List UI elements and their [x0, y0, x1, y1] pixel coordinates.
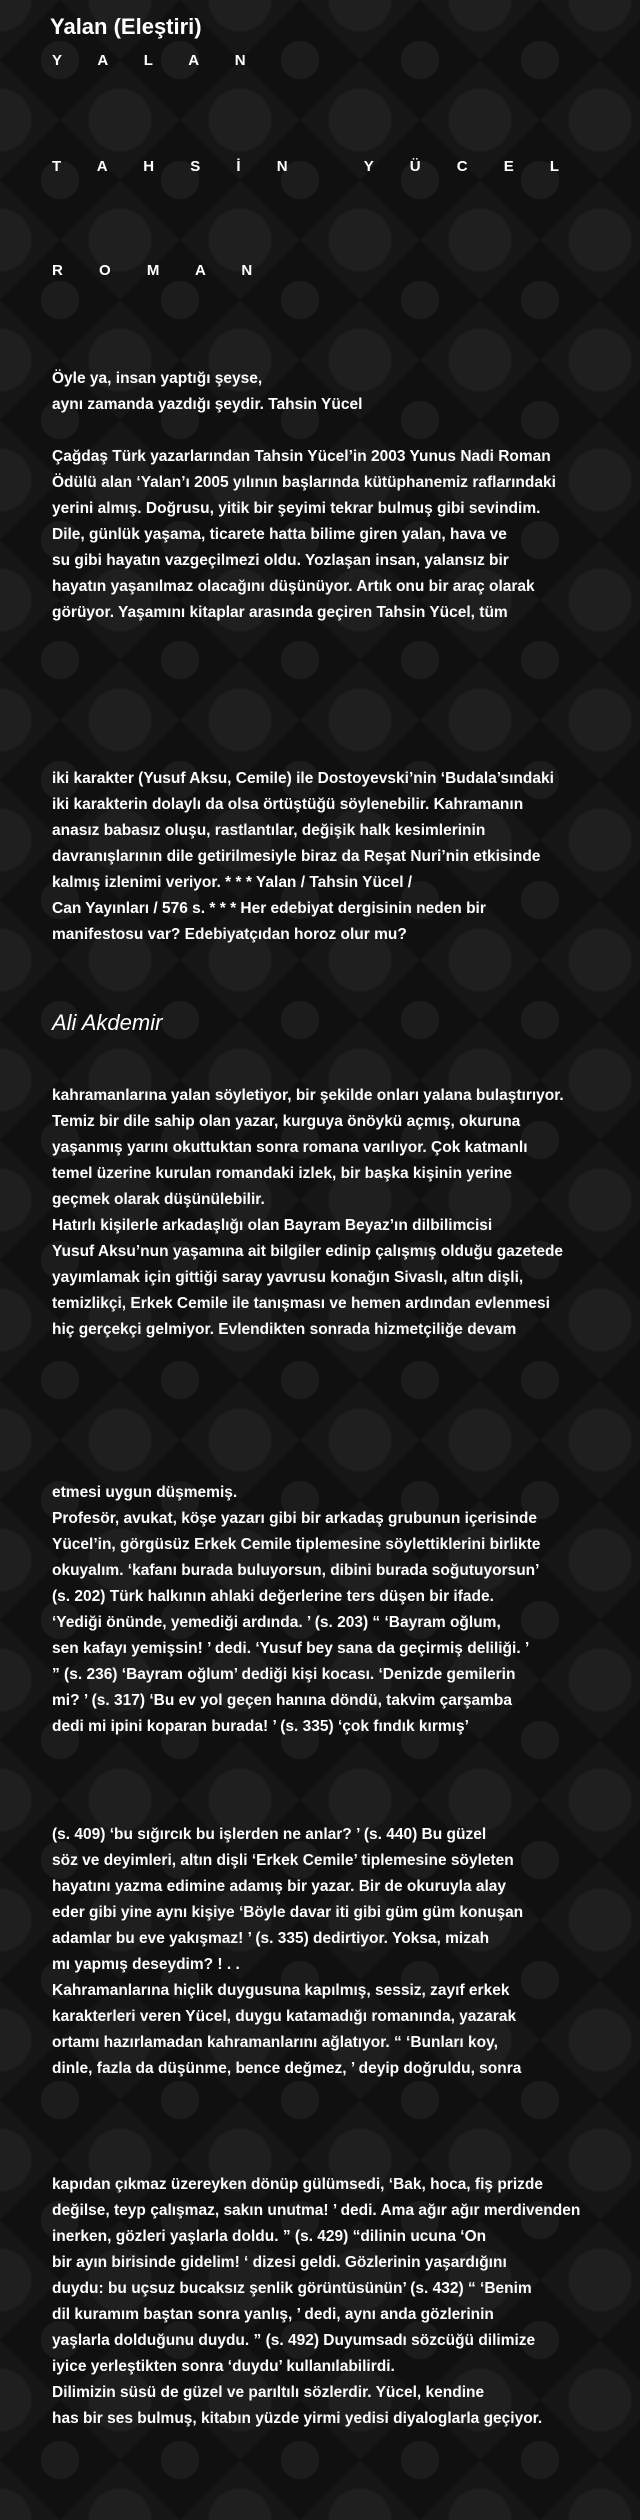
author-credit: Ali Akdemir [52, 1010, 163, 1035]
author-name-spaced: T A H S İ N Y Ü C E L [52, 158, 576, 175]
body-paragraph-6: kapıdan çıkmaz üzereyken dönüp gülümsedi, ‘Bak, hoca, fiş prizde değilse, teyp çalışmaz, sakın unutma! ’ dedi. Ama ağır ağır merdivenden inerken, gözleri yaşlarla doldu. ” (s. 429) “dilinin ucuna ‘On bir ayın birisinde gidelim! ‘ dizesi geldi. Gözlerinin yaşardığını duydu: bu uçsuz bucaksız şenlik görüntüsünün’ (s. 432) “ ‘Benim dil kuramım baştan sonra yanlış, ’ dedi, aynı anda gözlerinin yaşlarla dolduğunu duydu. ” (s. 492) Duyumsadı sözcüğü dilimize iyice yerleştikten sonra ‘duydu’ kullanılabilirdi. Dilimizin süsü de güzel ve parıltılı sözlerdir. Yücel, kendine has bir ses bulmuş, kitabın yüzde yirmi yedisi diyaloglarla geçiyor. [52, 2176, 581, 2427]
page-title: Yalan (Eleştiri) [50, 14, 202, 39]
body-paragraph-4: etmesi uygun düşmemiş. Profesör, avukat, köşe yazarı gibi bir arkadaş grubunun içerisinde Yücel’in, görgüsüz Erkek Cemile tiplemesine söylettiklerini birlikte okuyalım. ‘kafanı burada buluyorsun, dibini burada soğutuyorsun’ (s. 202) Türk halkının ahlaki değerlerine ters düşen bir ifade. ‘Yediği önünde, yemediği ardında. ’ (s. 203) “ ‘Bayram oğlum, sen kafayı yemişsin! ’ dedi. ‘Yusuf bey sana da geçirmiş deliliği. ’ ” (s. 236) ‘Bayram oğlum’ dediği kişi kocası. ‘Denizde gemilerin mi? ’ (s. 317) ‘Bu ev yol geçen hanına döndü, takvim çarşamba dedi mi ipini koparan burada! ’ (s. 335) ‘çok fındık kırmış’ [52, 1484, 541, 1735]
body-paragraph-1: Öyle ya, insan yaptığı şeyse, aynı zamanda yazdığı şeydir. Tahsin Yücel Çağdaş Türk yazarlarından Tahsin Yücel’in 2003 Yunus Nadi Roman Ödülü alan ‘Yalan’ı 2005 yılının başlarında kütüphanemiz raflarındaki yerini almış. Doğrusu, yitik bir şeyimi tekrar bulmuş gibi sevindim. Dile, günlük yaşama, ticarete hatta bilime giren yalan, hava ve su gibi hayatın vazgeçilmezi oldu. Yozlaşan insan, yalansız bir hayatın yaşanılmaz olacağını düşünüyor. Artık onu bir araç olarak görüyor. Yaşamını kitaplar arasında geçiren Tahsin Yücel, tüm [52, 370, 556, 621]
book-title-spaced: Y A L A N [52, 52, 262, 69]
body-paragraph-5: (s. 409) ‘bu sığırcık bu işlerden ne anlar? ’ (s. 440) Bu güzel söz ve deyimleri, altın dişli ‘Erkek Cemile’ tiplemesine söyleten hayatını yazma edimine adamış bir yazar. Bir de okuruyla alay eder gibi yine aynı kişiye ‘Böyle davar iti gibi güm güm konuşan adamlar bu eve yakışmaz! ’ (s. 335) dedirtiyor. Yoksa, mizah mı yapmış deseydim? ! . . Kahramanlarına hiçlik duygusuna kapılmış, sessiz, zayıf erkek karakterleri veren Yücel, duygu katamadığı romanında, yazarak ortamı hazırlamadan kahramanlarını ağlatıyor. “ ‘Bunları koy, dinle, fazla da düşünme, bence değmez, ’ deyip doğruldu, sonra [52, 1826, 524, 2077]
body-paragraph-3: kahramanlarına yalan söyletiyor, bir şekilde onları yalana bulaştırıyor. Temiz bir dile sahip olan yazar, kurguya önöykü açmış, okuruna yaşanmış yarını okuttuktan sonra romana varılıyor. Çok katmanlı temel üzerine kurulan romandaki izlek, bir başka kişinin yerine geçmek olarak düşünülebilir. Hatırlı kişilerle arkadaşlığı olan Bayram Beyaz’ın dilbilimcisi Yusuf Aksu’nun yaşamına ait bilgiler edinip çalışmış olduğu gazetede yayımlamak için gittiği saray yavrusu konağın Sivaslı, altın dişli, temizlikçi, Erkek Cemile ile tanışması ve hemen ardından evlenmesi hiç gerçekçi gelmiyor. Evlendikten sonrada hizmetçiliğe devam [52, 1087, 564, 1338]
genre-label-spaced: R O M A N [52, 262, 269, 279]
body-paragraph-2: iki karakter (Yusuf Aksu, Cemile) ile Dostoyevski’nin ‘Budala’sındaki iki karakterin dolaylı da olsa örtüştüğü söylenebilir. Kahramanın anasız babasız oluşu, rastlantılar, değişik halk kesimlerinin davranışlarının dile getirilmesiyle biraz da Reşat Nuri’nin etkisinde kalmış izlenimi veriyor. * * * Yalan / Tahsin Yücel / Can Yayınları / 576 s. * * * Her edebiyat dergisinin neden bir manifestosu var? Edebiyatçıdan horoz olur mu? [52, 770, 554, 943]
